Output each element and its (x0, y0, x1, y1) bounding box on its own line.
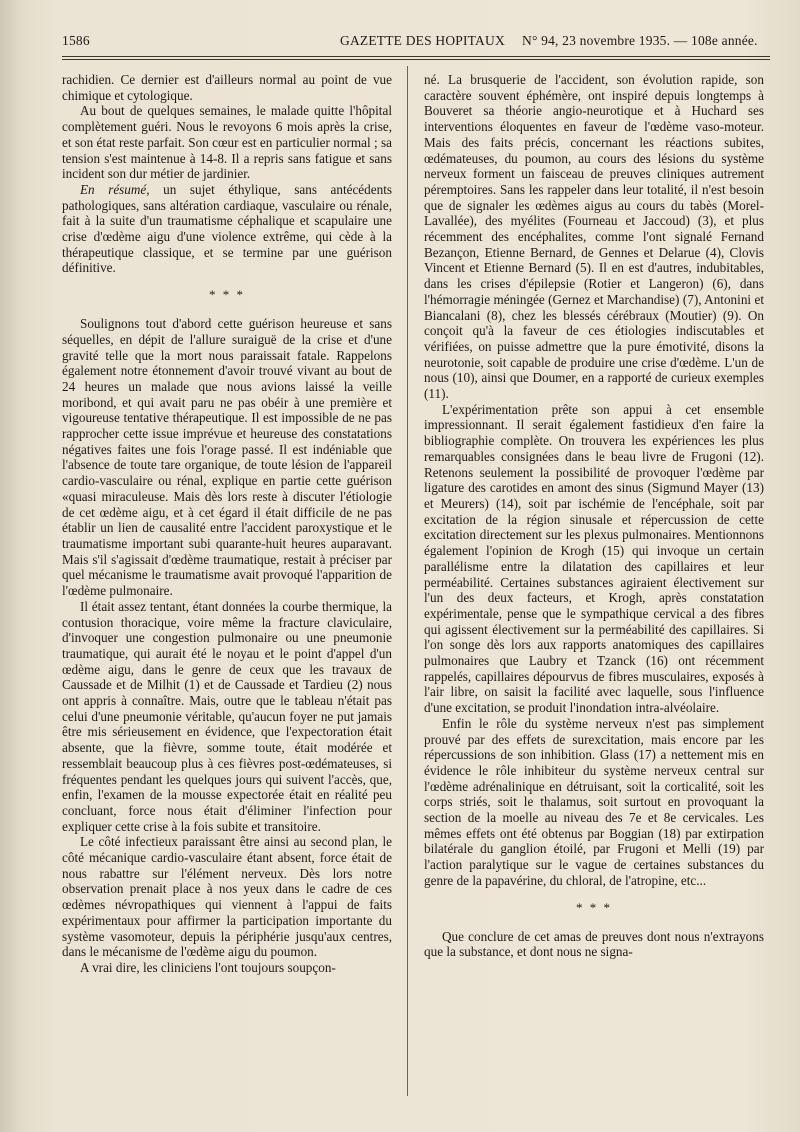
page-header (62, 33, 770, 53)
journal-title: GAZETTE DES HOPITAUX (340, 33, 505, 48)
page-number: 1586 (62, 33, 90, 48)
paragraph: rachidien. Ce dernier est d'ailleurs normal au point de vue chimique et cytologique. (62, 72, 392, 103)
paragraph: né. La brusquerie de l'accident, son évolution rapide, son caractère souvent éphémère, ont inspiré depuis longtemps à Bouveret sa théorie angio-neurotique et à Huchard ses interventions éloquentes en faveur de l'œdème vaso-moteur. Mais des faits précis, concernant les réactions subites, œdémateuses, du poumon, au cours des lésions du système nerveux forment un faisceau de preuves cliniques autrement péremptoires. Sans les rappeler dans leur totalité, il n'est besoin que de signaler les œdèmes aigus au cours du tabès (Morel-Lavallée), des myélites (Fourneau et Jaccoud) (3), et plus récemment des encéphalites, comme l'ont signalé Fernand Bezançon, Etienne Bernard, de Gennes et Delarue (4), Clovis Vincent et Etienne Bernard (5). Il en est d'autres, indubitables, dans les crises d'épilepsie (Rotier et Langeron) (6), dans l'hémorragie méningée (Gernez et Marchandise) (7), Antonini et Biancalani (8), chez les blessés cérébraux (Moutier) (9). On conçoit qu'à la faveur de ces étiologies indiscutables et vérifiées, on puisse admettre que la pure émotivité, disons la neurotonie, soit capable de produire une crise d'œdème. L'un de nous (10), ainsi que Doumer, en a rapporté de curieux exemples (11). (424, 72, 764, 402)
italic-lead: En résumé, (80, 181, 150, 197)
paragraph-text: un sujet éthylique, sans antécédents pathologiques, sans altération cardiaque, vasculaire ou rénale, fait à la suite d'un traumatisme céphalique et scapulaire une crise d'œdème aigu d'une violence extrême, qui cède à la thérapeutique classique, et se termine par une guérison définitive. (62, 181, 392, 276)
paragraph (62, 182, 392, 276)
paragraph: Que conclure de cet amas de preuves dont nous n'extrayons que la substance, et dont nous ne signa- (424, 928, 764, 960)
paragraph: Au bout de quelques semaines, le malade quitte l'hôpital complètement guéri. Nous le revoyons 6 mois après la crise, et son état reste parfait. Son cœur est en particulier normal ; sa tension s'est maintenue à 14-8. Il a repris sans fatigue et sans incident son dur métier de jardinier. (62, 103, 392, 182)
paragraph: A vrai dire, les cliniciens l'ont toujours soupçon- (80, 959, 336, 975)
header-rule (62, 56, 770, 60)
section-separator: * * * (576, 899, 612, 915)
column-divider (407, 66, 408, 1096)
paragraph: Soulignons tout d'abord cette guérison heureuse et sans séquelles, en dépit de l'allure suraiguë de la crise et d'une gravité telle que la mort nous paraissait fatale. Rappelons également notre étonnement d'avoir trouvé vivant au bout de 24 heures un malade que nous avions laissé la veille moribond, et qui avait paru ne pas obéir à une première et vigoureuse tentative thérapeutique. Il est impossible de ne pas rapprocher cette issue imprévue et heureuse des constatations négatives faites une fois l'orage passé. Il est indéniable que l'absence de toute tare organique, de toute lésion de l'appareil cardio-vasculaire ou rénal, explique en partie cette guérison «quasi miraculeuse. Mais dès lors reste à discuter l'étiologie de cet œdème aigu, et à cet égard il était difficile de ne pas établir un lien de causalité entre l'accident paroxystique et le traumatisme important subi quarante-huit heures auparavant. Mais s'il s'agissait d'œdème traumatique, restait à préciser par quel mécanisme le traumatisme avait provoqué l'apparition de l'œdème pulmonaire. (62, 316, 392, 599)
paragraph: Le côté infectieux paraissant être ainsi au second plan, le côté mécanique cardio-vasculaire étant absent, force était de nous rabattre sur l'élément nerveux. Dès lors notre observation prenait place à nos yeux dans le cadre de ces œdèmes névropathiques qui viennent à l'appui de faits expérimentaux pour affirmer la participation importante du système vasomoteur, depuis la périphérie jusqu'aux centres, dans le mécanisme de l'œdème aigu du poumon. (62, 834, 392, 960)
paragraph: Enfin le rôle du système nerveux n'est pas simplement prouvé par des effets de surexcitation, mais encore par les répercussions de son inhibition. Glass (17) a nettement mis en évidence le rôle inhibiteur du système nerveux central sur l'œdème adrénalinique en détruisant, soit la corticalité, soit les corps striés, soit le thalamus, soit surtout en provoquant la section de la moelle au niveau des 7e et 8e cervicales. Les mêmes effets ont été obtenus par Boggian (18) par extirpation bilatérale du ganglion étoilé, par Frugoni et Melli (19) par l'action paralytique sur le vague de certaines substances du genre de la papavérine, du chloral, de l'atropine, etc... (424, 715, 764, 888)
left-column (62, 72, 392, 976)
section-separator: * * * (209, 287, 245, 303)
paragraph: Il était assez tentant, étant données la courbe thermique, la contusion thoracique, voire même la fracture claviculaire, d'invoquer une congestion pulmonaire ou une pneumonie traumatique, qui aurait été le noyau et le point d'appel d'un œdème aigu, dans le genre de ceux que les travaux de Caussade et de Milhit (1) et de Caussade et Tardieu (2) nous ont appris à connaître. Mais, outre que le tableau n'était pas celui d'une pneumonie véritable, qu'aucun foyer ne put jamais être mis sérieusement en évidence, que l'expectoration était absente, que la fièvre, somme toute, était modérée et ressemblait beaucoup plus à ces fièvres post-œdémateuses, si fréquentes pendant les quelques jours qui suivent l'accès, que, enfin, l'examen de la mousse expectorée était en réalité peu concluant, force nous était d'éliminer l'infection pour expliquer cette crise à la fois subite et transitoire. (62, 598, 392, 834)
paragraph: L'expérimentation prête son appui à cet ensemble impressionnant. Il serait également fastidieux d'en faire la bibliographie complète. On trouvera les expériences les plus remarquables consignées dans le beau livre de Frugoni (12). Retenons seulement la possibilité de provoquer l'œdème par ligature des carotides en amont des sinus (Sigmund Mayer (13) et Meurers) (14), soit par ischémie de l'encéphale, soit par excitation de la région sinusale et répercussion de cette excitation directement sur les plexus pulmonaires. Mentionnons également l'opinion de Krogh (15) qui invoque un certain parallélisme entre la dilatation des capillaires et leur perméabilité. Certaines substances agiraient électivement sur l'un des deux facteurs, et Krogh, après constatation expérimentale, pense que le sympathique cervical a des fibres qui agissent électivement sur la perméabilité des capillaires. Si l'on songe dès lors aux rapports anatomiques des capillaires pulmonaires que Laubry et Tzanck (16) ont récemment rappelés, capillaires dépourvus de fibres musculaires, exposés à l'air libre, on saisit la facilité avec laquelle, sous l'influence d'une excitation, se produit l'inondation intra-alvéolaire. (424, 401, 764, 716)
issue-date: N° 94, 23 novembre 1935. — 108e année. (522, 33, 758, 48)
right-column (424, 72, 764, 960)
